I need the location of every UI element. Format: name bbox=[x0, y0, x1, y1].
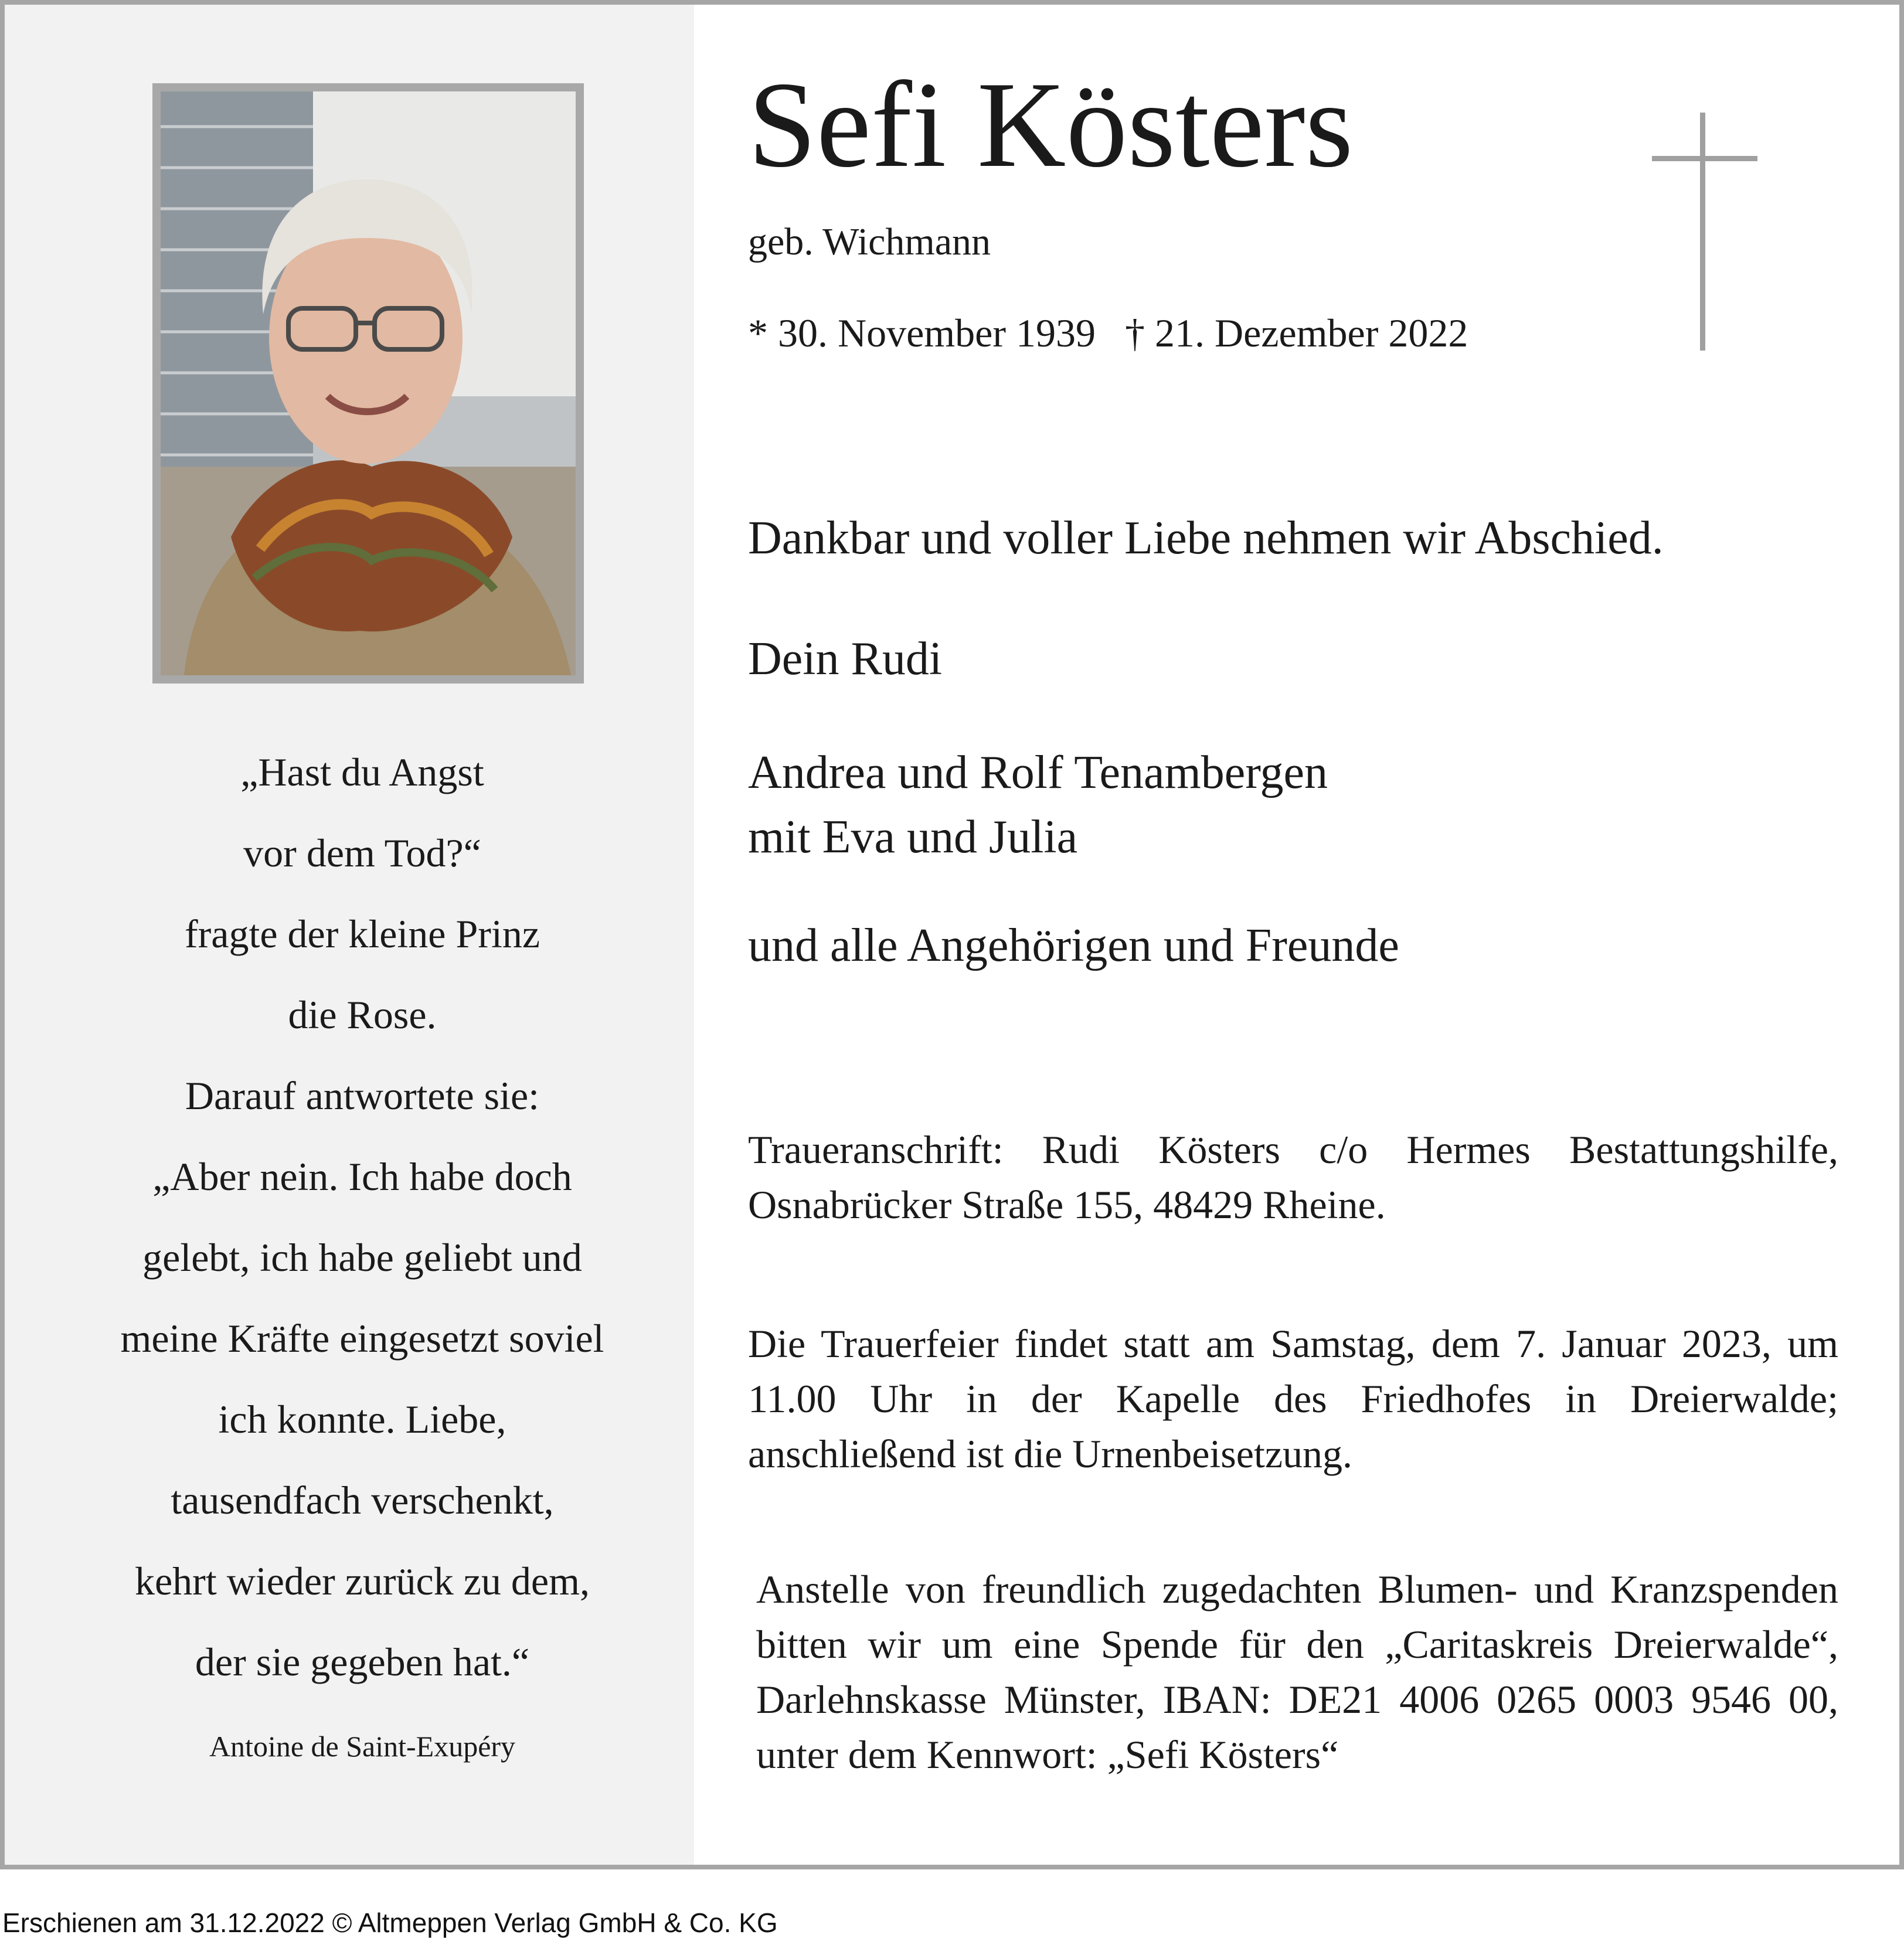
quote-line: fragte der kleine Prinz bbox=[184, 912, 540, 956]
cross-icon bbox=[1652, 113, 1757, 351]
mourning-address: Traueranschrift: Rudi Kösters c/o Hermes Bestattungshilfe, Osnabrücker Straße 155, 48429 Rheine. bbox=[748, 1127, 1838, 1227]
quote-line: gelebt, ich habe geliebt und bbox=[142, 1235, 582, 1280]
quote-line: „Hast du Angst bbox=[240, 750, 484, 794]
family-names bbox=[748, 740, 1328, 869]
left-panel bbox=[5, 5, 694, 1865]
family-line: Andrea und Rolf Tenambergen bbox=[748, 747, 1328, 798]
quote-line: kehrt wieder zurück zu dem, bbox=[135, 1559, 590, 1603]
quote-poem bbox=[40, 732, 685, 1702]
quote-line: meine Kräfte eingesetzt soviel bbox=[120, 1316, 604, 1361]
relatives-text: und alle Angehörigen und Freunde bbox=[748, 920, 1399, 971]
deceased-name: Sefi Kösters bbox=[748, 57, 1354, 193]
life-dates bbox=[748, 310, 1468, 356]
portrait-photo bbox=[152, 83, 584, 684]
quote-line: ich konnte. Liebe, bbox=[218, 1397, 506, 1441]
family-line: mit Eva und Julia bbox=[748, 811, 1078, 863]
funeral-service-info: Die Trauerfeier findet statt am Samstag, dem 7. Januar 2023, um 11.00 Uhr in der Kapelle des Friedhofes in Dreierwalde; anschließend ist die Urnenbeisetzung. bbox=[748, 1321, 1838, 1476]
quote-line: vor dem Tod?“ bbox=[243, 831, 481, 875]
quote-line: „Aber nein. Ich habe doch bbox=[152, 1154, 572, 1199]
portrait-illustration bbox=[161, 91, 576, 675]
quote-line: der sie gegeben hat.“ bbox=[195, 1640, 530, 1684]
publication-footer: Erschienen am 31.12.2022 © Altmeppen Verlag GmbH & Co. KG bbox=[2, 1908, 778, 1938]
donation-request: Anstelle von freundlich zugedachten Blumen- und Kranzspenden bitten wir um eine Spende für den „Caritaskreis Dreierwalde“, Darlehnskasse Münster, IBAN: DE21 4006 0265 0003 9546 00, unter dem Kennwort: „Sefi Kösters“ bbox=[756, 1567, 1838, 1777]
farewell-text: Dankbar und voller Liebe nehmen wir Abschied. bbox=[748, 512, 1664, 564]
signer-name: Dein Rudi bbox=[748, 633, 943, 685]
quote-line: die Rose. bbox=[288, 992, 437, 1037]
birth-date: * 30. November 1939 bbox=[748, 311, 1096, 355]
death-date: † 21. Dezember 2022 bbox=[1125, 311, 1468, 355]
quote-line: Darauf antwortete sie: bbox=[185, 1073, 540, 1118]
quote-author: Antoine de Saint-Exupéry bbox=[209, 1730, 516, 1763]
maiden-name: geb. Wichmann bbox=[748, 220, 991, 263]
quote-line: tausendfach verschenkt, bbox=[171, 1478, 554, 1522]
